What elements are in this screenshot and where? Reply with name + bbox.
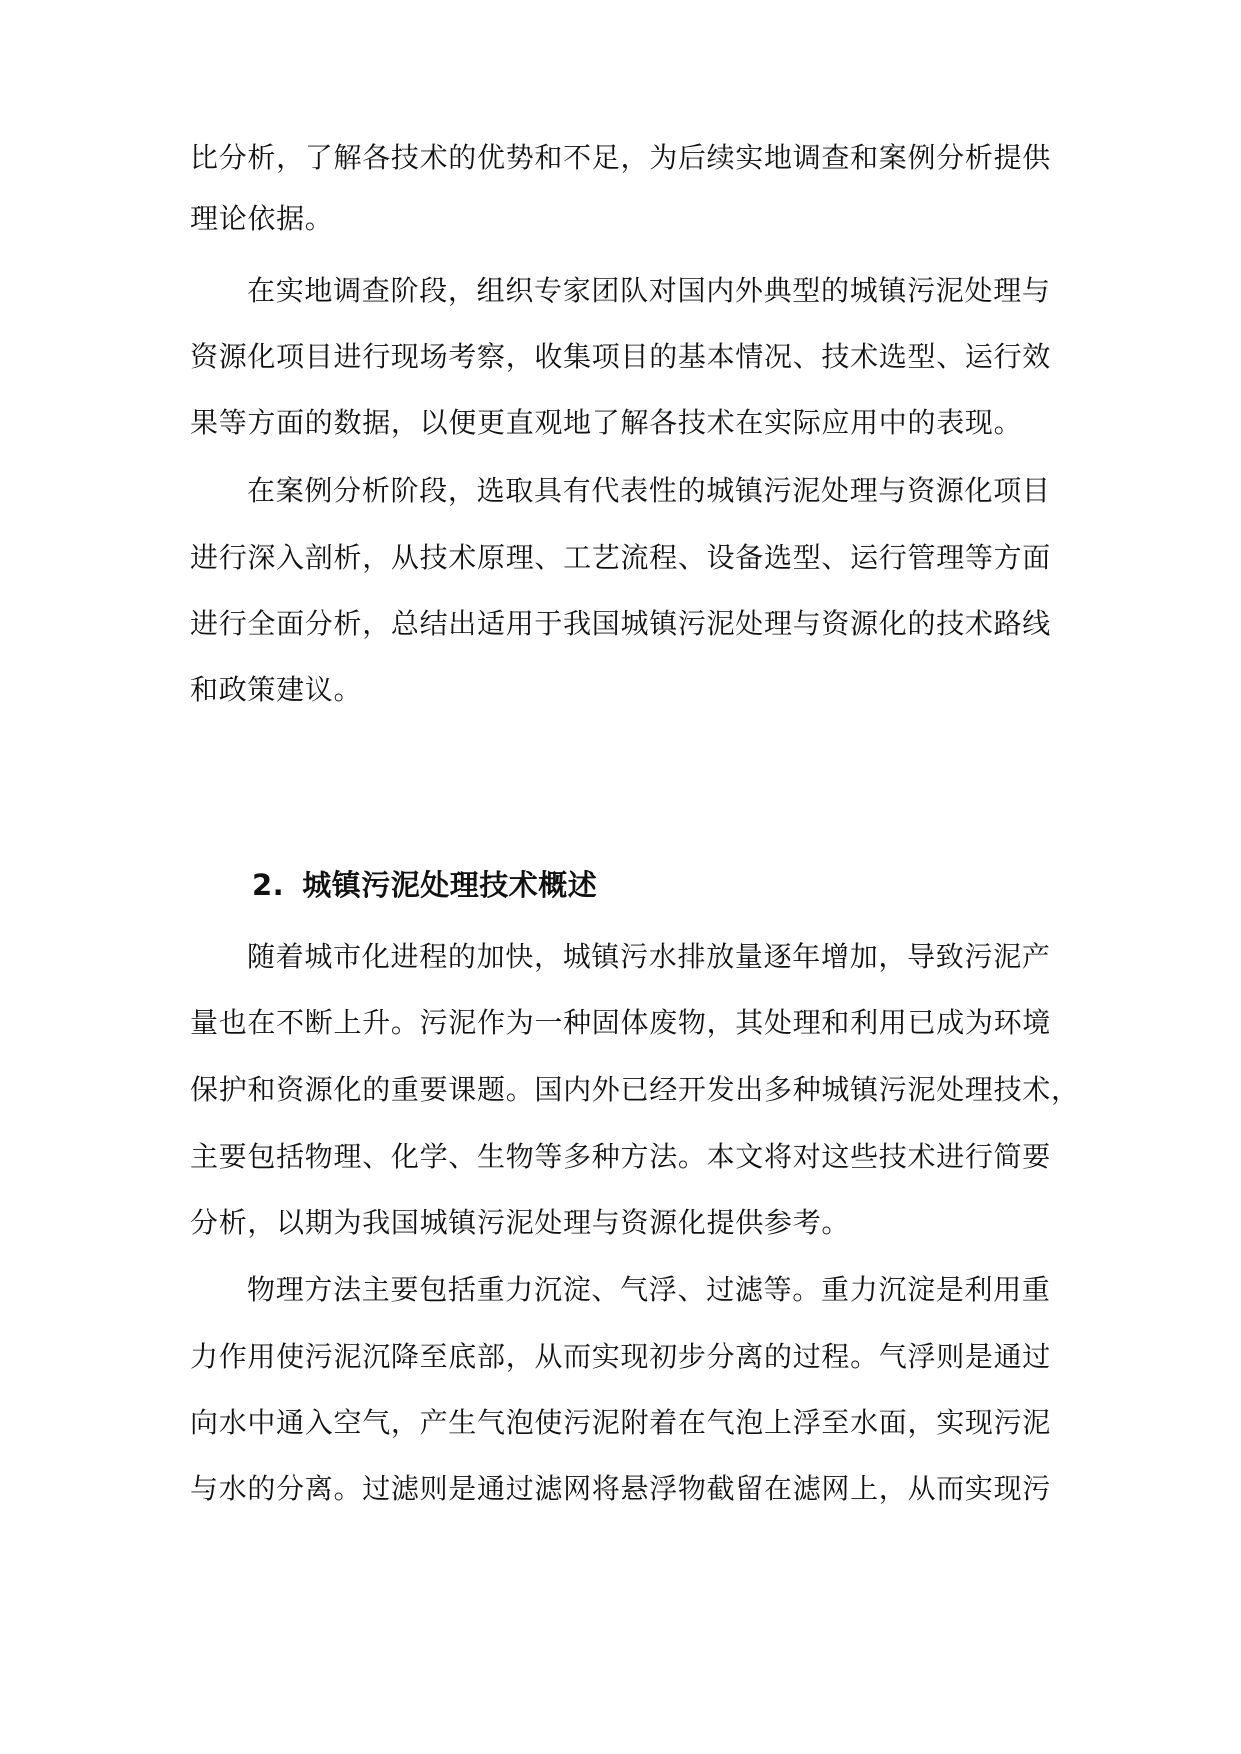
paragraph-3-line-2: 进行深入剖析，从技术原理、工艺流程、设备选型、运行管理等方面	[190, 541, 1052, 574]
paragraph-2-line-3: 果等方面的数据，以便更直观地了解各技术在实际应用中的表现。	[190, 406, 1023, 439]
paragraph-2-line-2: 资源化项目进行现场考察，收集项目的基本情况、技术选型、运行效	[190, 340, 1052, 373]
paragraph-4-line-2: 量也在不断上升。污泥作为一种固体废物，其处理和利用已成为环境	[190, 1006, 1052, 1039]
paragraph-4-line-4: 主要包括物理、化学、生物等多种方法。本文将对这些技术进行简要	[190, 1140, 1052, 1173]
paragraph-5-line-1: 物理方法主要包括重力沉淀、气浮、过滤等。重力沉淀是利用重	[247, 1273, 1051, 1306]
paragraph-3-line-3: 进行全面分析，总结出适用于我国城镇污泥处理与资源化的技术路线	[190, 607, 1052, 640]
paragraph-2-line-1: 在实地调查阶段，组织专家团队对国内外典型的城镇污泥处理与	[247, 274, 1051, 307]
section-number: 2.	[252, 868, 285, 902]
paragraph-5-line-3: 向水中通入空气，产生气泡使污泥附着在气泡上浮至水面，实现污泥	[190, 1406, 1052, 1439]
paragraph-3-line-4: 和政策建议。	[190, 673, 363, 706]
paragraph-4-line-1: 随着城市化进程的加快，城镇污水排放量逐年增加，导致污泥产	[247, 940, 1051, 973]
paragraph-5-line-4: 与水的分离。过滤则是通过滤网将悬浮物截留在滤网上，从而实现污	[190, 1472, 1052, 1505]
paragraph-1-line-1: 比分析，了解各技术的优势和不足，为后续实地调查和案例分析提供	[190, 141, 1052, 174]
section-heading	[252, 865, 597, 905]
paragraph-4-line-5: 分析，以期为我国城镇污泥处理与资源化提供参考。	[190, 1206, 851, 1239]
section-title: 城镇污泥处理技术概述	[302, 868, 598, 902]
paragraph-5-line-2: 力作用使污泥沉降至底部，从而实现初步分离的过程。气浮则是通过	[190, 1340, 1052, 1373]
paragraph-1-line-2: 理论依据。	[190, 202, 334, 235]
paragraph-4-line-3: 保护和资源化的重要课题。国内外已经开发出多种城镇污泥处理技术，	[190, 1073, 1080, 1106]
paragraph-3-line-1: 在案例分析阶段，选取具有代表性的城镇污泥处理与资源化项目	[247, 474, 1051, 507]
